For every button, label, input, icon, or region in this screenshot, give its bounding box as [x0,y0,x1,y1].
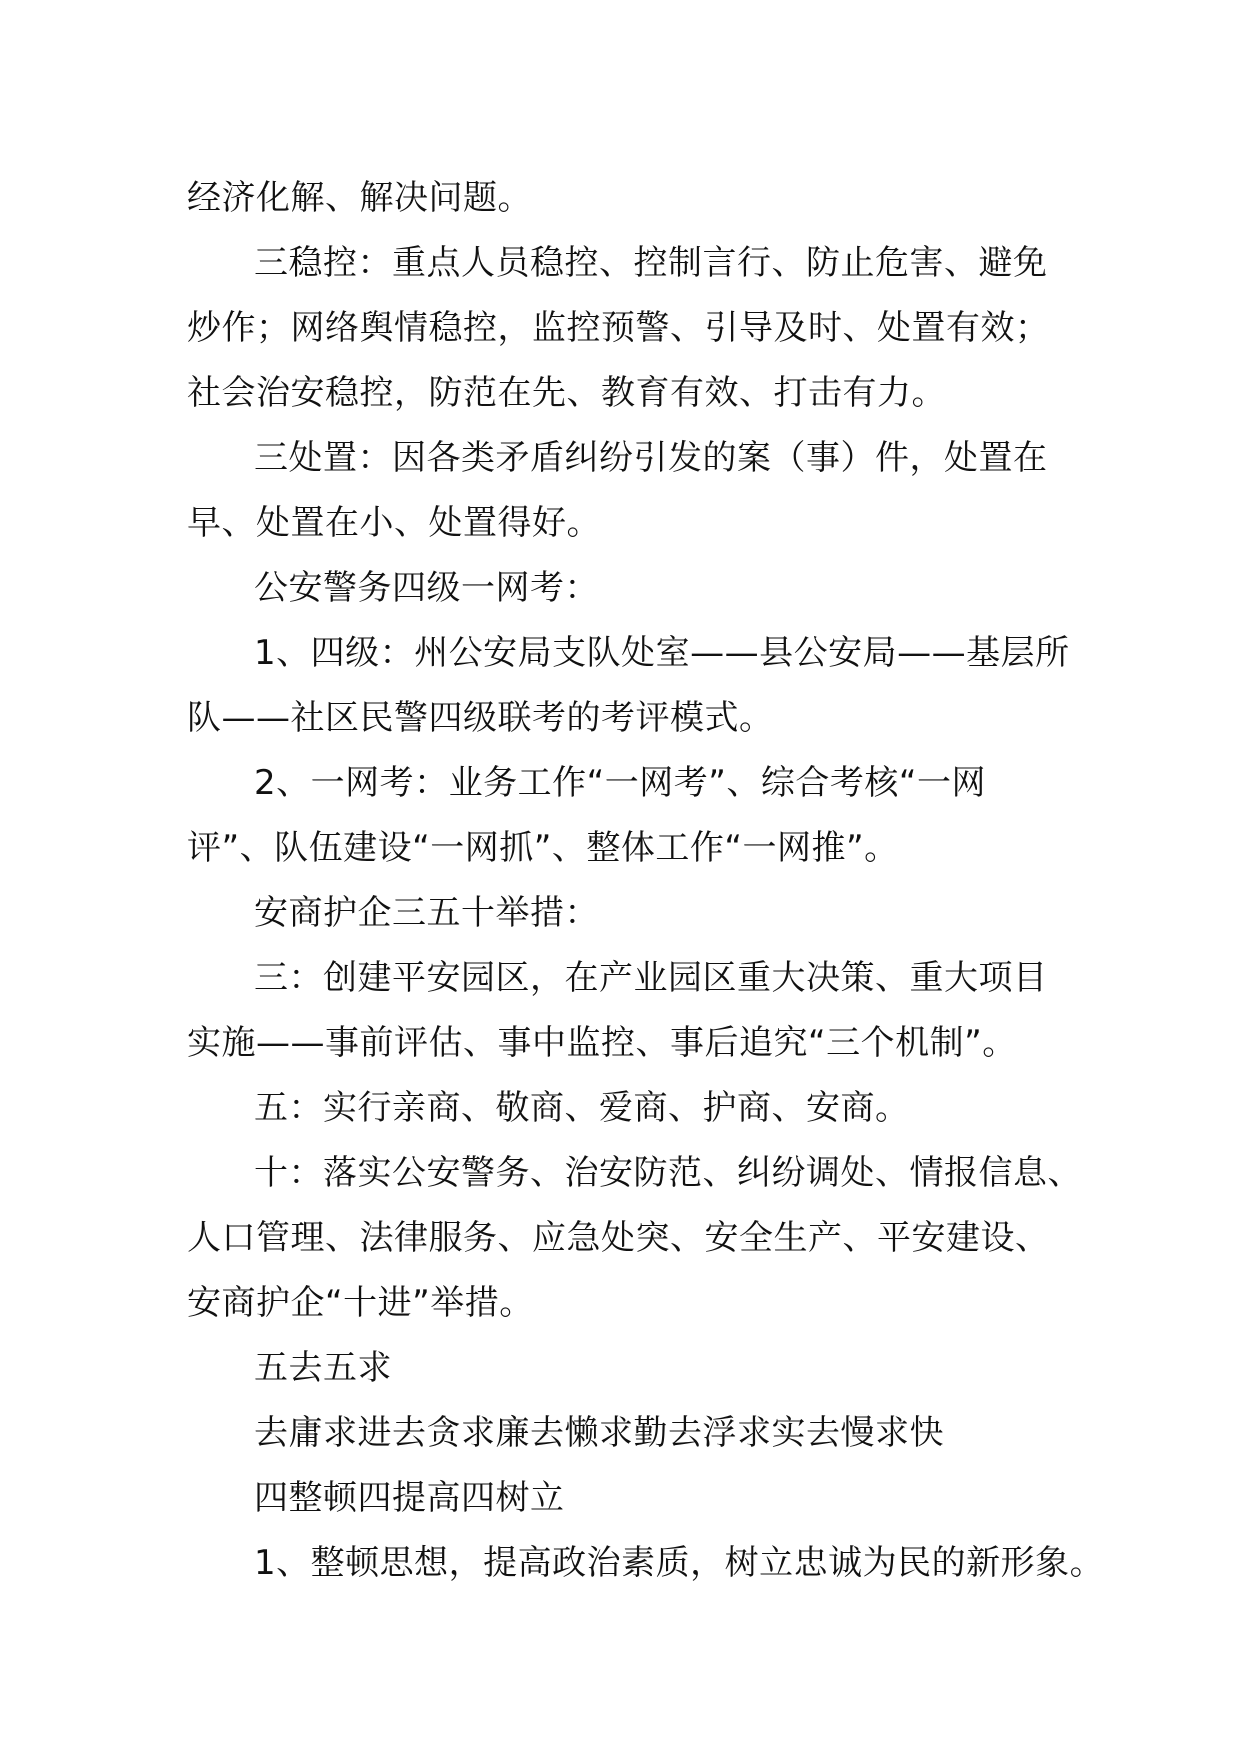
text-line: 经济化解、解决问题。 [187,178,532,218]
section-heading: 公安警务四级一网考： [254,568,599,608]
text-line: 安商护企“十进”举措。 [187,1283,534,1323]
text-line: 炒作；网络舆情稳控，监控预警、引导及时、处置有效； [187,308,1050,348]
text-line: 人口管理、法律服务、应急处突、安全生产、平安建设、 [187,1218,1050,1258]
text-line: 十：落实公安警务、治安防范、纠纷调处、情报信息、 [254,1153,1082,1193]
text-line: 三：创建平安园区，在产业园区重大决策、重大项目 [254,958,1048,998]
text-line: 1、整顿思想，提高政治素质，树立忠诚为民的新形象。 [254,1543,1105,1583]
section-heading: 四整顿四提高四树立 [254,1478,565,1518]
text-line: 1、四级：州公安局支队处室——县公安局——基层所 [254,633,1070,673]
text-line: 实施——事前评估、事中监控、事后追究“三个机制”。 [187,1023,1017,1063]
text-line: 2、一网考：业务工作“一网考”、综合考核“一网 [254,763,986,803]
text-line: 三稳控：重点人员稳控、控制言行、防止危害、避免 [254,243,1048,283]
text-line: 社会治安稳控，防范在先、教育有效、打击有力。 [187,373,946,413]
section-heading: 安商护企三五十举措： [254,893,599,933]
text-line: 队——社区民警四级联考的考评模式。 [187,698,774,738]
text-line: 去庸求进去贪求廉去懒求勤去浮求实去慢求快 [254,1413,944,1453]
text-line: 评”、队伍建设“一网抓”、整体工作“一网推”。 [187,828,899,868]
text-line: 三处置：因各类矛盾纠纷引发的案（事）件，处置在 [254,438,1048,478]
section-heading: 五去五求 [254,1348,392,1388]
text-line: 五：实行亲商、敬商、爱商、护商、安商。 [254,1088,910,1128]
body-text [187,166,1105,1596]
text-line: 早、处置在小、处置得好。 [187,503,601,543]
